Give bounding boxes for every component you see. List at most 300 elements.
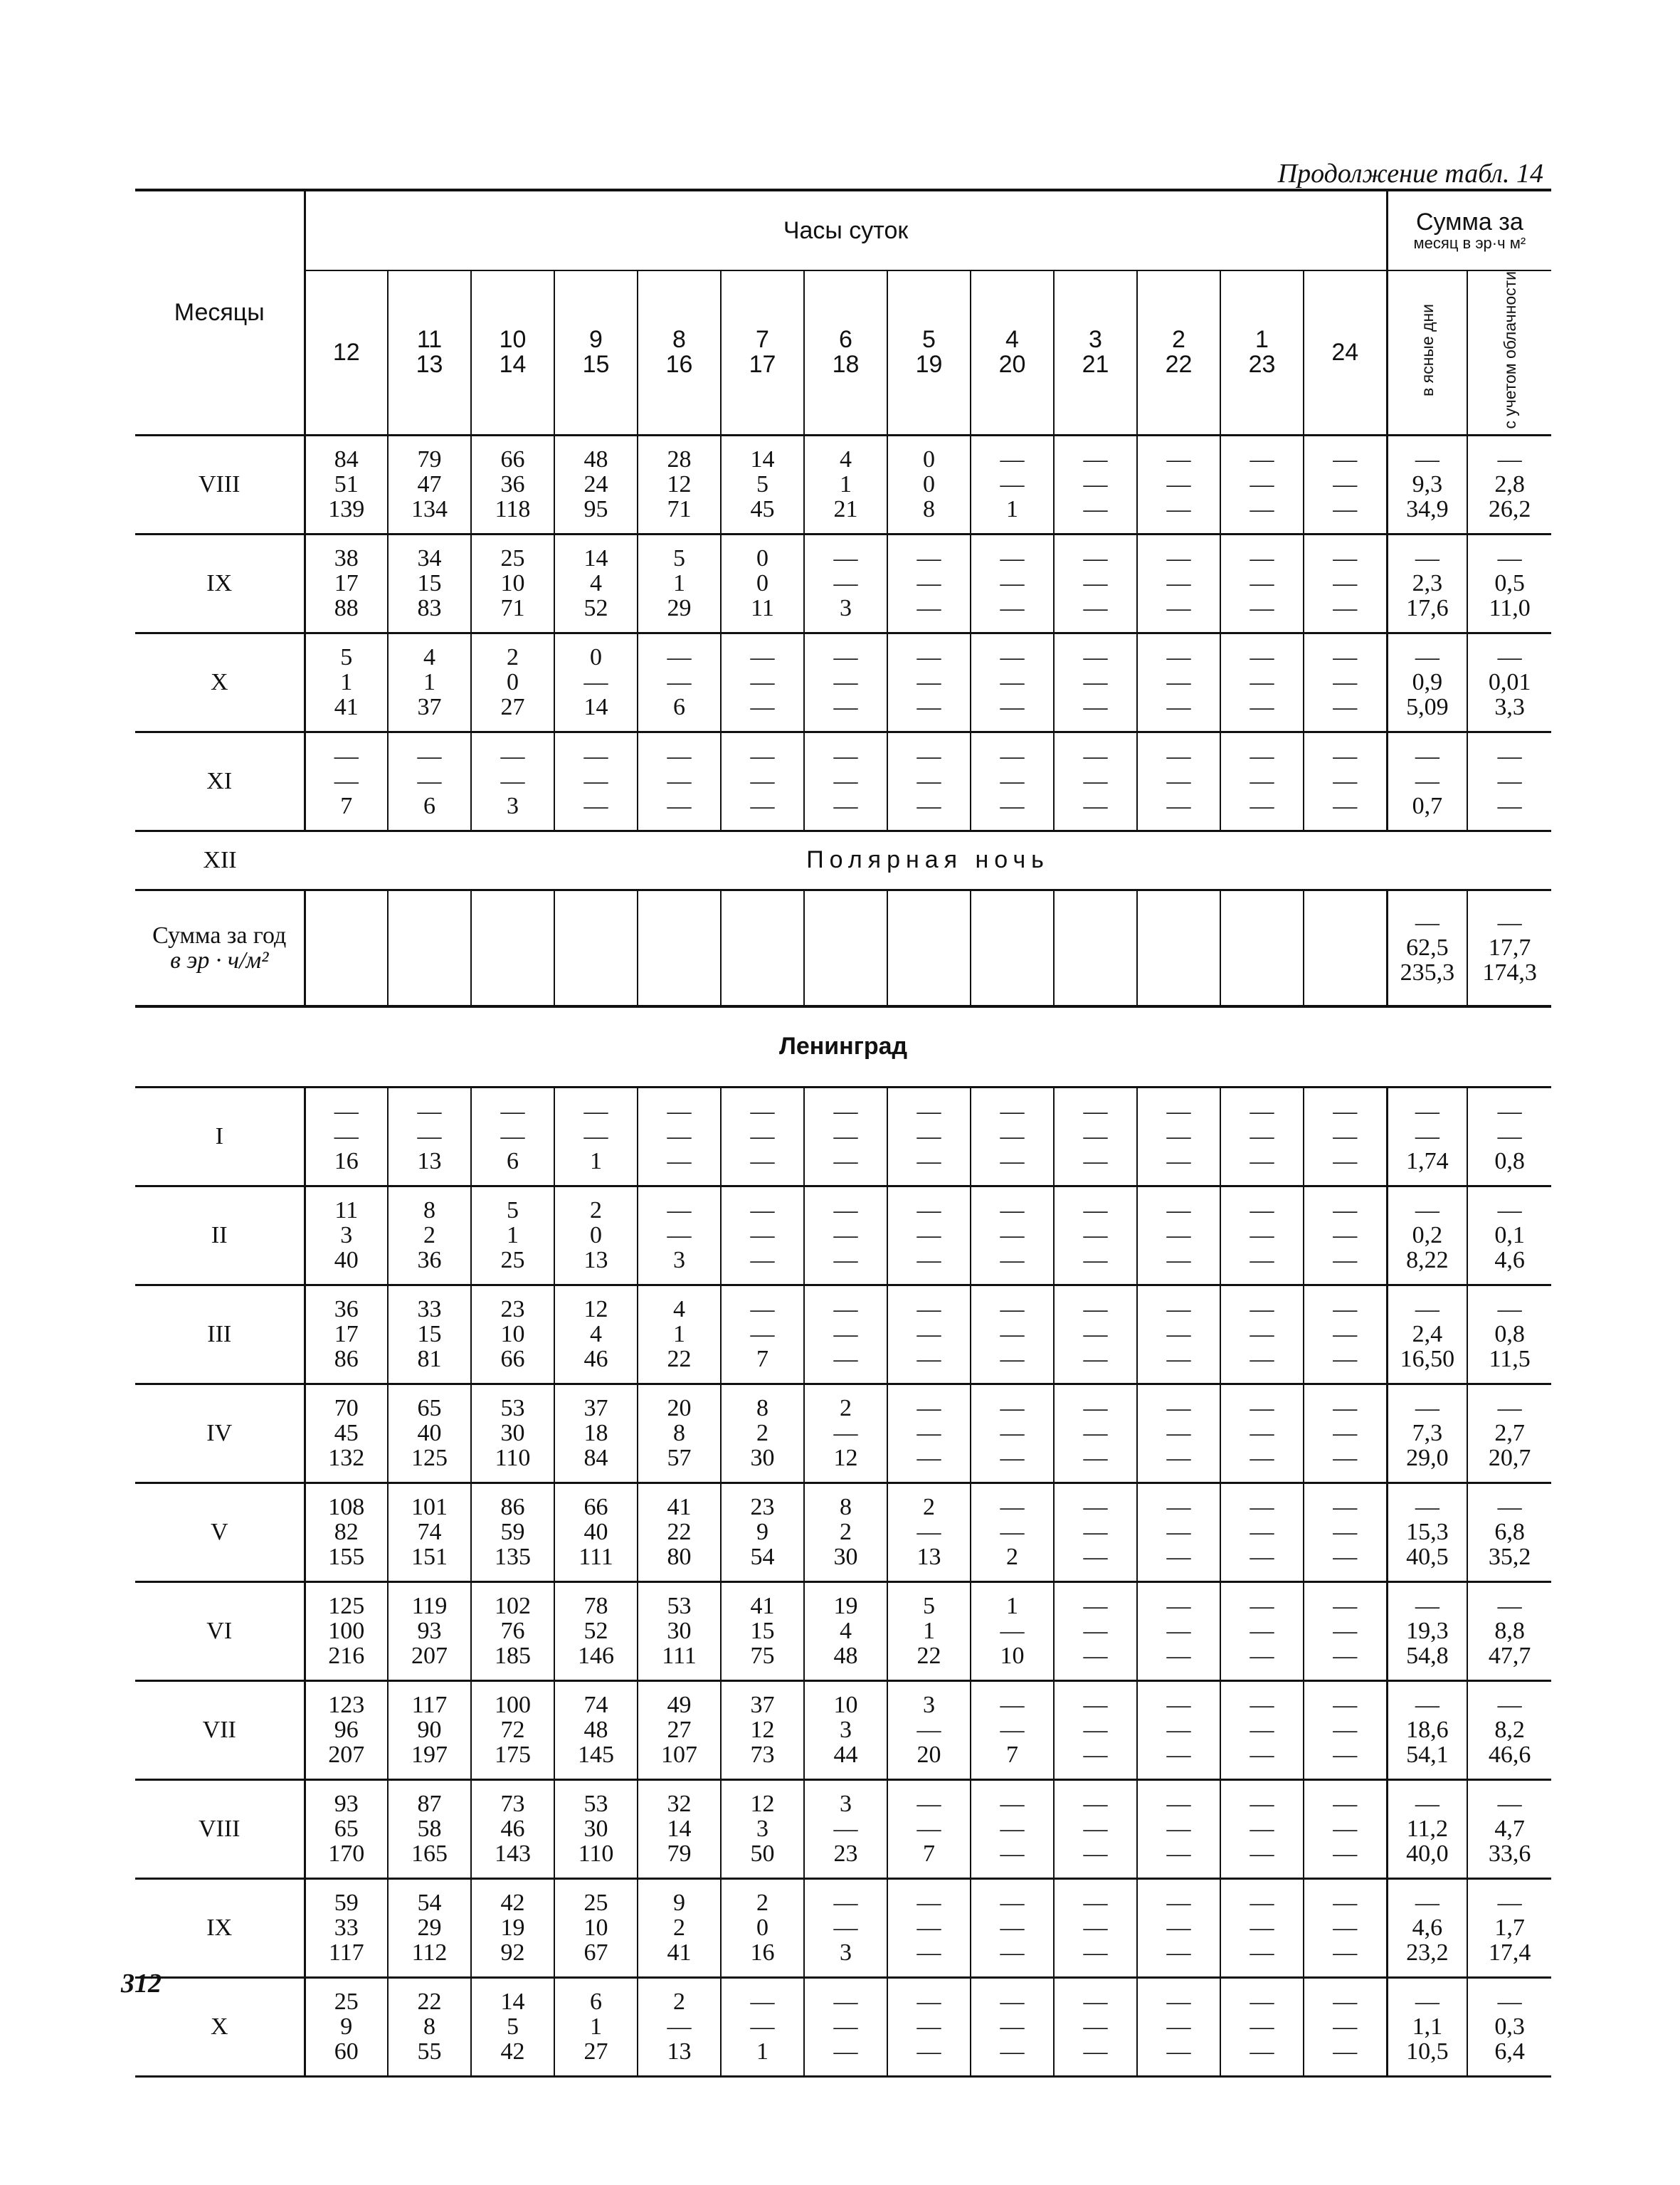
table-cell-value: 81 (417, 1346, 442, 1373)
table-cell (388, 1779, 471, 1878)
table-cell-value: 15 (750, 1618, 775, 1645)
table-cell-value: 0 (590, 644, 602, 671)
table-cell (971, 890, 1054, 1006)
polar-night-label: Полярная ночь (305, 831, 1551, 890)
table-cell-value: 5 (756, 471, 768, 498)
sum-clear-cell (1387, 1483, 1467, 1581)
month-label: XII (135, 831, 305, 890)
table-cell-value: — (1333, 1519, 1358, 1546)
table-cell-value: — (1497, 910, 1522, 937)
table-cell-value: 58 (417, 1816, 442, 1843)
sum-clear-cell (1387, 1779, 1467, 1878)
table-cell-value: 1,7 (1494, 1915, 1525, 1942)
table-cell-value: 13 (583, 1247, 608, 1274)
table-cell-value: 5 (507, 1197, 519, 1224)
table-cell (804, 1384, 887, 1483)
table-cell-value: — (1250, 1890, 1274, 1917)
table-cell-value: — (1250, 446, 1274, 473)
table-cell (305, 435, 388, 534)
table-cell-value: — (1000, 2013, 1025, 2041)
table-cell-value: 22 (667, 1519, 692, 1546)
table-cell-value: 16,50 (1400, 1346, 1455, 1373)
table-cell (1220, 732, 1304, 831)
table-cell-value: 41 (750, 1593, 775, 1620)
table-cell-value: — (916, 1519, 941, 1546)
table-cell (554, 435, 638, 534)
hour-value-top: 5 (922, 326, 936, 354)
hour-column-header (388, 270, 471, 435)
table-cell-value: — (1083, 1519, 1108, 1546)
table-cell-value: 24 (583, 471, 608, 498)
sum-cloud-label: с учетом облачности (1500, 271, 1519, 429)
table-cell (1304, 435, 1387, 534)
table-cell-value: — (667, 1148, 692, 1175)
table-cell-value: — (1250, 595, 1274, 622)
table-cell (1137, 534, 1220, 633)
table-cell-value: — (1083, 570, 1108, 597)
table-cell (1054, 1285, 1137, 1384)
sum-clear-cell (1387, 1680, 1467, 1779)
table-cell (554, 890, 638, 1006)
table-cell-value: — (334, 1098, 359, 1125)
table-cell-value: 82 (334, 1519, 359, 1546)
table-cell-value: 47,7 (1488, 1643, 1531, 1670)
table-cell-value: — (750, 1222, 775, 1249)
table-cell-value: 7 (923, 1841, 935, 1868)
table-cell-value: 15,3 (1406, 1519, 1449, 1546)
table-cell-value: 11,5 (1489, 1346, 1531, 1373)
table-cell-value: 117 (328, 1939, 364, 1966)
table-cell-value: — (667, 743, 692, 770)
table-cell-value: — (1083, 595, 1108, 622)
table-cell-value: 108 (328, 1494, 365, 1521)
table-cell-value: 19 (833, 1593, 858, 1620)
hour-value-top: 9 (589, 326, 603, 354)
table-cell-value: 155 (328, 1544, 365, 1571)
table-row (135, 732, 1551, 831)
table-cell-value: — (1250, 1123, 1274, 1150)
table-cell-value: 95 (583, 496, 608, 523)
table-cell-value: 88 (334, 595, 359, 622)
table-cell (1304, 1878, 1387, 1977)
table-cell-value: 2 (673, 1989, 685, 2016)
table-cell-value: — (1166, 1296, 1191, 1323)
table-cell-value: — (1166, 1717, 1191, 1744)
table-cell-value: — (916, 743, 941, 770)
table-cell-value: 0 (590, 1222, 602, 1249)
table-cell-value: 2 (590, 1197, 602, 1224)
table-cell-value: — (1250, 2038, 1274, 2065)
table-cell-value: 118 (495, 496, 531, 523)
table-cell-value: 0 (756, 570, 768, 597)
table-cell-value: 0 (923, 446, 935, 473)
table-cell (804, 1878, 887, 1977)
table-cell-value: 13 (916, 1544, 941, 1571)
table-cell-value: — (1166, 1890, 1191, 1917)
table-cell-value: 40,5 (1406, 1544, 1449, 1571)
table-cell-value: 146 (578, 1643, 614, 1670)
table-cell-value: 93 (334, 1791, 359, 1818)
polar-night-row (135, 831, 1551, 890)
table-cell-value: — (1415, 1494, 1439, 1521)
table-cell-value: — (583, 669, 608, 696)
table-cell-value: 50 (750, 1841, 775, 1868)
table-cell (1304, 1581, 1387, 1680)
table-cell-value: 12 (750, 1717, 775, 1744)
table-cell-value: — (667, 1197, 692, 1224)
table-cell-value: 14 (500, 1989, 525, 2016)
table-cell (638, 1977, 721, 2076)
table-cell-value: — (1166, 1692, 1191, 1719)
table-cell (1137, 1186, 1220, 1285)
table-cell-value: 57 (667, 1445, 692, 1472)
table-cell (305, 1878, 388, 1977)
table-cell-value: — (916, 644, 941, 671)
table-cell-value: — (500, 743, 525, 770)
table-cell-value: 78 (583, 1593, 608, 1620)
table-cell-value: — (1166, 545, 1191, 572)
table-cell-value: — (750, 644, 775, 671)
table-cell (554, 1186, 638, 1285)
table-cell-value: — (1250, 1816, 1274, 1843)
table-cell-value: 42 (500, 2038, 525, 2065)
table-cell-value: 0,7 (1412, 793, 1443, 820)
table-cell-value: 1 (840, 471, 852, 498)
table-cell (388, 1285, 471, 1384)
table-cell-value: — (583, 793, 608, 820)
table-cell-value: — (1333, 1197, 1358, 1224)
sum-clear-cell (1387, 633, 1467, 732)
table-cell-value: — (1166, 1915, 1191, 1942)
year-total-row (135, 890, 1551, 1006)
table-cell-value: — (583, 1123, 608, 1150)
table-cell-value: — (1083, 669, 1108, 696)
hour-column-header (1220, 270, 1304, 435)
table-cell-value: — (1333, 1915, 1358, 1942)
table-cell-value: 139 (328, 496, 365, 523)
sum-clear-cell (1387, 1581, 1467, 1680)
table-cell-value: 40 (417, 1420, 442, 1447)
table-cell-value: 29 (417, 1915, 442, 1942)
table-cell-value: — (1083, 1692, 1108, 1719)
sum-cloud-cell (1467, 1285, 1551, 1384)
table-cell-value: — (1083, 1618, 1108, 1645)
month-label: V (135, 1483, 305, 1581)
sum-clear-cell (1387, 1285, 1467, 1384)
table-cell-value: — (1166, 1247, 1191, 1274)
table-cell-value: — (1250, 471, 1274, 498)
table-cell-value: 10 (500, 1321, 525, 1348)
table-cell (1304, 1087, 1387, 1186)
table-cell-value: — (1333, 1890, 1358, 1917)
table-cell-value: 8 (756, 1395, 768, 1422)
table-cell-value: — (1333, 743, 1358, 770)
sum-cloud-header (1467, 270, 1551, 435)
table-cell-value: — (1083, 1247, 1108, 1274)
table-cell-value: 51 (334, 471, 359, 498)
table-cell (887, 1087, 971, 1186)
table-cell (1137, 890, 1220, 1006)
table-cell (554, 1680, 638, 1779)
table-cell-value: — (1333, 2038, 1358, 2065)
table-cell-value: — (833, 694, 858, 721)
table-cell-value: — (1000, 2038, 1025, 2065)
table-cell-value: — (1250, 1321, 1274, 1348)
table-cell-value: 11,0 (1489, 595, 1531, 622)
table-row (135, 1581, 1551, 1680)
table-cell (1304, 534, 1387, 633)
sum-month-label-1: Сумма за (1415, 208, 1523, 236)
table-cell-value: 34,9 (1406, 496, 1449, 523)
table-cell-value: 59 (334, 1890, 359, 1917)
sum-cloud-cell (1467, 1384, 1551, 1483)
table-cell-value: — (1083, 1197, 1108, 1224)
sum-cloud-cell (1467, 633, 1551, 732)
table-cell-value: 73 (500, 1791, 525, 1818)
table-cell-value: — (1000, 1989, 1025, 2016)
table-cell (1054, 1384, 1137, 1483)
table-cell-value: 33 (334, 1915, 359, 1942)
table-cell (971, 633, 1054, 732)
table-cell-value: 14 (583, 694, 608, 721)
table-cell (388, 435, 471, 534)
table-cell-value: — (1083, 1494, 1108, 1521)
sum-clear-cell (1387, 1186, 1467, 1285)
table-cell-value: — (1000, 1247, 1025, 1274)
table-cell-value: — (1333, 1692, 1358, 1719)
table-cell-value: — (667, 1123, 692, 1150)
table-cell-value: — (1333, 1791, 1358, 1818)
table-header (135, 190, 1551, 435)
table-cell-value: 9 (673, 1890, 685, 1917)
table-cell (554, 1878, 638, 1977)
table-cell-value: — (1166, 1445, 1191, 1472)
table-cell-value: 75 (750, 1643, 775, 1670)
table-cell-value: — (1250, 1296, 1274, 1323)
table-cell-value: — (1166, 1494, 1191, 1521)
table-row (135, 1186, 1551, 1285)
table-cell-value: 45 (334, 1420, 359, 1447)
table-cell-value: 101 (411, 1494, 448, 1521)
table-cell-value: — (1250, 1197, 1274, 1224)
table-cell (971, 1186, 1054, 1285)
table-cell-value: 66 (583, 1494, 608, 1521)
table-cell-value: — (1415, 1791, 1439, 1818)
table-cell-value: 46 (583, 1346, 608, 1373)
table-cell-value: 46,6 (1488, 1742, 1531, 1769)
table-cell-value: 45 (750, 496, 775, 523)
table-cell-value: 13 (417, 1148, 442, 1175)
table-cell-value: — (1083, 446, 1108, 473)
table-cell (1054, 1186, 1137, 1285)
table-cell-value: 48 (583, 1717, 608, 1744)
table-cell-value: 123 (328, 1692, 365, 1719)
table-cell-value: 2,4 (1412, 1321, 1443, 1348)
table-cell-value: — (1166, 1544, 1191, 1571)
table-cell-value: 41 (334, 694, 359, 721)
table-cell (471, 1680, 554, 1779)
table-cell-value: — (1250, 570, 1274, 597)
table-cell-value: — (1166, 1346, 1191, 1373)
table-cell-value: — (833, 1222, 858, 1249)
table-cell-value: 12 (750, 1791, 775, 1818)
table-cell-value: — (1166, 768, 1191, 795)
table-cell-value: — (1250, 1098, 1274, 1125)
table-cell-value: 27 (500, 694, 525, 721)
table-cell-value: 0,9 (1412, 669, 1443, 696)
hour-value-top: 2 (1172, 326, 1185, 354)
table-cell (971, 1581, 1054, 1680)
table-cell-value: 72 (500, 1717, 525, 1744)
table-cell-value: 10 (1000, 1643, 1025, 1670)
table-cell-value: — (1497, 1593, 1522, 1620)
hour-value-top: 10 (499, 326, 527, 354)
table-cell-value: 107 (661, 1742, 697, 1769)
table-cell-value: — (1333, 644, 1358, 671)
table-cell-value: — (1083, 496, 1108, 523)
hour-value-bottom: 17 (749, 351, 776, 379)
table-cell-value: 1 (1006, 1593, 1018, 1620)
table-cell-value: 34 (417, 545, 442, 572)
table-cell-value: 15 (417, 570, 442, 597)
table-cell (1220, 1186, 1304, 1285)
table-cell (804, 1779, 887, 1878)
sum-clear-cell (1387, 890, 1467, 1006)
table-row (135, 1779, 1551, 1878)
table-cell (1054, 1680, 1137, 1779)
table-cell-value: 52 (583, 595, 608, 622)
table-cell-value: — (667, 768, 692, 795)
table-cell (388, 1581, 471, 1680)
table-cell-value: — (833, 1816, 858, 1843)
table-cell-value: — (1333, 545, 1358, 572)
table-cell-value: 14 (750, 446, 775, 473)
table-cell (887, 633, 971, 732)
table-cell-value: — (1000, 694, 1025, 721)
table-cell (1137, 1384, 1220, 1483)
table-cell-value: — (750, 1098, 775, 1125)
table-cell-value: — (1000, 644, 1025, 671)
table-cell-value: 8 (423, 2013, 435, 2041)
table-row (135, 1483, 1551, 1581)
table-cell-value: 3 (923, 1692, 935, 1719)
table-body (135, 435, 1551, 2076)
month-label: VII (135, 1680, 305, 1779)
table-cell (1054, 534, 1137, 633)
table-cell-value: 84 (583, 1445, 608, 1472)
table-cell (305, 1087, 388, 1186)
table-cell-value: — (1250, 1939, 1274, 1966)
table-cell (804, 1483, 887, 1581)
table-cell-value: — (916, 1098, 941, 1125)
hour-column-header (1054, 270, 1137, 435)
table-cell-value: — (750, 1148, 775, 1175)
table-cell-value: 29 (667, 595, 692, 622)
table-cell-value: — (1166, 2013, 1191, 2041)
table-cell-value: — (1166, 1841, 1191, 1868)
hour-value-top: 24 (1331, 338, 1359, 366)
table-cell (1137, 1581, 1220, 1680)
sum-clear-cell (1387, 1384, 1467, 1483)
table-cell-value: — (1415, 1692, 1439, 1719)
table-cell-value: 65 (334, 1816, 359, 1843)
table-cell-value: — (1083, 644, 1108, 671)
table-cell-value: — (1333, 1098, 1358, 1125)
table-cell-value: — (1166, 1939, 1191, 1966)
table-cell-value: 19 (500, 1915, 525, 1942)
table-cell-value: — (1000, 1445, 1025, 1472)
hour-value-top: 8 (672, 326, 686, 354)
table-cell (721, 732, 804, 831)
table-cell-value: 0 (507, 669, 519, 696)
table-cell (305, 1977, 388, 2076)
table-cell-value: — (750, 2013, 775, 2041)
table-cell-value: — (1000, 1420, 1025, 1447)
table-cell-value: — (1250, 1395, 1274, 1422)
table-cell (887, 1384, 971, 1483)
table-cell (471, 1186, 554, 1285)
table-cell-value: — (334, 768, 359, 795)
table-cell-value: 112 (411, 1939, 448, 1966)
table-cell (1137, 1977, 1220, 2076)
table-cell-value: — (1166, 570, 1191, 597)
table-cell-value: — (1497, 1296, 1522, 1323)
table-cell-value: — (1250, 1346, 1274, 1373)
table-cell (971, 1680, 1054, 1779)
table-cell-value: — (1000, 1519, 1025, 1546)
table-row (135, 534, 1551, 633)
table-cell-value: — (1166, 1643, 1191, 1670)
table-cell-value: — (833, 1346, 858, 1373)
table-cell-value: — (1250, 1717, 1274, 1744)
table-cell-value: — (916, 1989, 941, 2016)
table-cell (804, 534, 887, 633)
table-cell-value: — (1497, 1197, 1522, 1224)
table-cell-value: 92 (500, 1939, 525, 1966)
sum-clear-header (1387, 270, 1467, 435)
table-cell-value: 54 (417, 1890, 442, 1917)
table-cell-value: — (1083, 1544, 1108, 1571)
sum-cloud-cell (1467, 890, 1551, 1006)
table-cell-value: — (833, 2038, 858, 2065)
table-cell-value: — (833, 1321, 858, 1348)
table-cell-value: — (667, 1222, 692, 1249)
hours-header: Часы суток (305, 190, 1387, 270)
table-row (135, 1977, 1551, 2076)
table-cell-value: — (1083, 1989, 1108, 2016)
table-cell (305, 1186, 388, 1285)
table-cell (1054, 890, 1137, 1006)
table-cell (1054, 1878, 1137, 1977)
table-cell-value: 1 (673, 570, 685, 597)
table-cell-value: 26,2 (1488, 496, 1531, 523)
table-cell-value: 48 (583, 446, 608, 473)
sum-cloud-cell (1467, 1779, 1551, 1878)
table-cell-value: 100 (328, 1618, 365, 1645)
table-cell-value: 74 (417, 1519, 442, 1546)
table-cell (971, 534, 1054, 633)
table-cell-value: — (1000, 1692, 1025, 1719)
table-cell-value: 23 (500, 1296, 525, 1323)
table-cell-value: — (1083, 694, 1108, 721)
table-cell-value: — (1083, 1123, 1108, 1150)
table-cell (471, 1483, 554, 1581)
sum-month-header (1387, 190, 1551, 270)
table-cell (388, 732, 471, 831)
table-cell-value: 28 (667, 446, 692, 473)
table-cell (554, 1384, 638, 1483)
table-cell-value: 197 (411, 1742, 448, 1769)
